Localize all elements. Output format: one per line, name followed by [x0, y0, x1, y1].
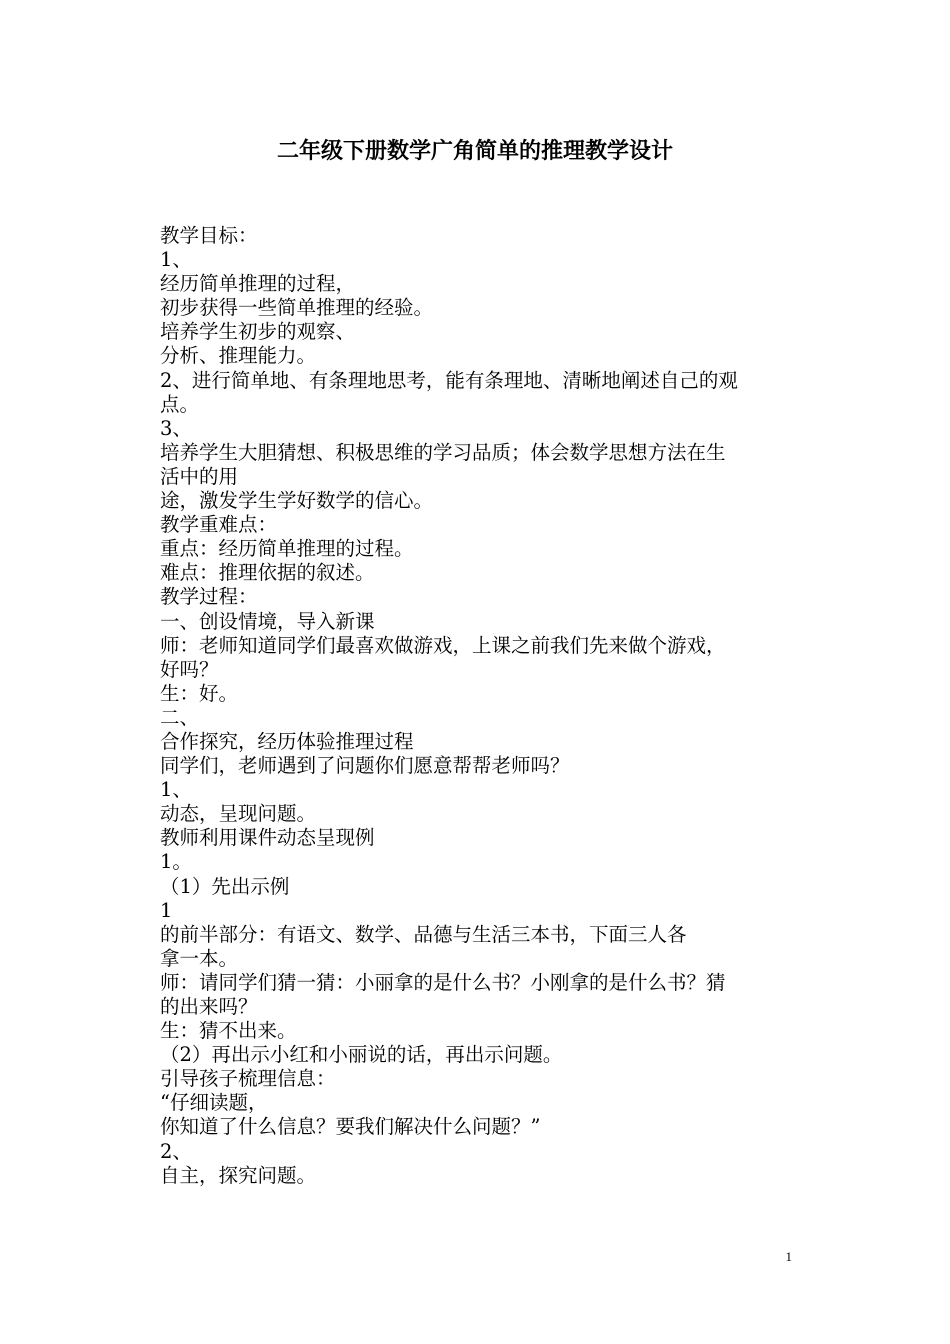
body-line: 教学重难点：: [160, 513, 278, 537]
body-line: 教学过程：: [160, 585, 258, 609]
body-line: 师：老师知道同学们最喜欢做游戏，上课之前我们先来做个游戏，: [160, 633, 726, 657]
document-body: [160, 224, 800, 1188]
body-line: 动态，呈现问题。: [160, 802, 317, 826]
body-line: 初步获得一些简单推理的经验。: [160, 296, 434, 320]
body-line: （1）先出示例: [160, 874, 290, 898]
body-line: 二、: [160, 705, 200, 729]
body-line: 教学目标：: [160, 224, 258, 247]
body-line: 生：好。: [160, 681, 239, 705]
document-title: 二年级下册数学广角简单的推理教学设计: [276, 138, 673, 164]
body-line: 途，激发学生学好数学的信心。: [160, 489, 434, 513]
body-line: 经历简单推理的过程，: [160, 272, 356, 296]
body-line: 1: [160, 898, 173, 922]
body-line: 1。: [160, 850, 192, 874]
body-line: 你知道了什么信息？要我们解决什么问题？”: [160, 1115, 541, 1139]
body-line: 师：请同学们猜一猜：小丽拿的是什么书？小刚拿的是什么书？猜: [160, 970, 726, 994]
body-line: 自主，探究问题。: [160, 1163, 317, 1187]
body-line: 合作探究，经历体验推理过程: [160, 729, 414, 753]
body-line: 重点：经历简单推理的过程。: [160, 537, 414, 561]
body-line: 1、: [160, 778, 192, 802]
page-number: 1: [785, 1249, 792, 1264]
body-line: “仔细读题，: [160, 1091, 268, 1115]
body-line: 难点：推理依据的叙述。: [160, 561, 375, 585]
body-line: 一、创设情境，导入新课: [160, 609, 375, 633]
body-line: 同学们，老师遇到了问题你们愿意帮帮老师吗？: [160, 754, 570, 778]
body-line: 教师利用课件动态呈现例: [160, 826, 375, 850]
body-line: 2、进行简单地、有条理地思考，能有条理地、清晰地阐述自己的观: [160, 368, 738, 392]
body-line: （2）再出示小红和小丽说的话，再出示问题。: [160, 1043, 563, 1067]
body-line: 2、: [160, 1139, 192, 1163]
body-line: 活中的用: [160, 464, 239, 488]
body-line: 生：猜不出来。: [160, 1019, 297, 1043]
body-line: 培养学生大胆猜想、积极思维的学习品质；体会数学思想方法在生: [160, 440, 726, 464]
body-line: 1、: [160, 248, 192, 272]
body-line: 好吗？: [160, 657, 219, 681]
body-line: 引导孩子梳理信息：: [160, 1067, 336, 1091]
body-line: 3、: [160, 416, 192, 440]
body-line: 点。: [160, 392, 200, 416]
body-line: 的前半部分：有语文、数学、品德与生活三本书，下面三人各: [160, 922, 687, 946]
body-line: 分析、推理能力。: [160, 344, 317, 368]
body-line: 的出来吗？: [160, 995, 258, 1018]
body-line: 培养学生初步的观察、: [160, 320, 356, 344]
body-line: 拿一本。: [160, 946, 239, 970]
